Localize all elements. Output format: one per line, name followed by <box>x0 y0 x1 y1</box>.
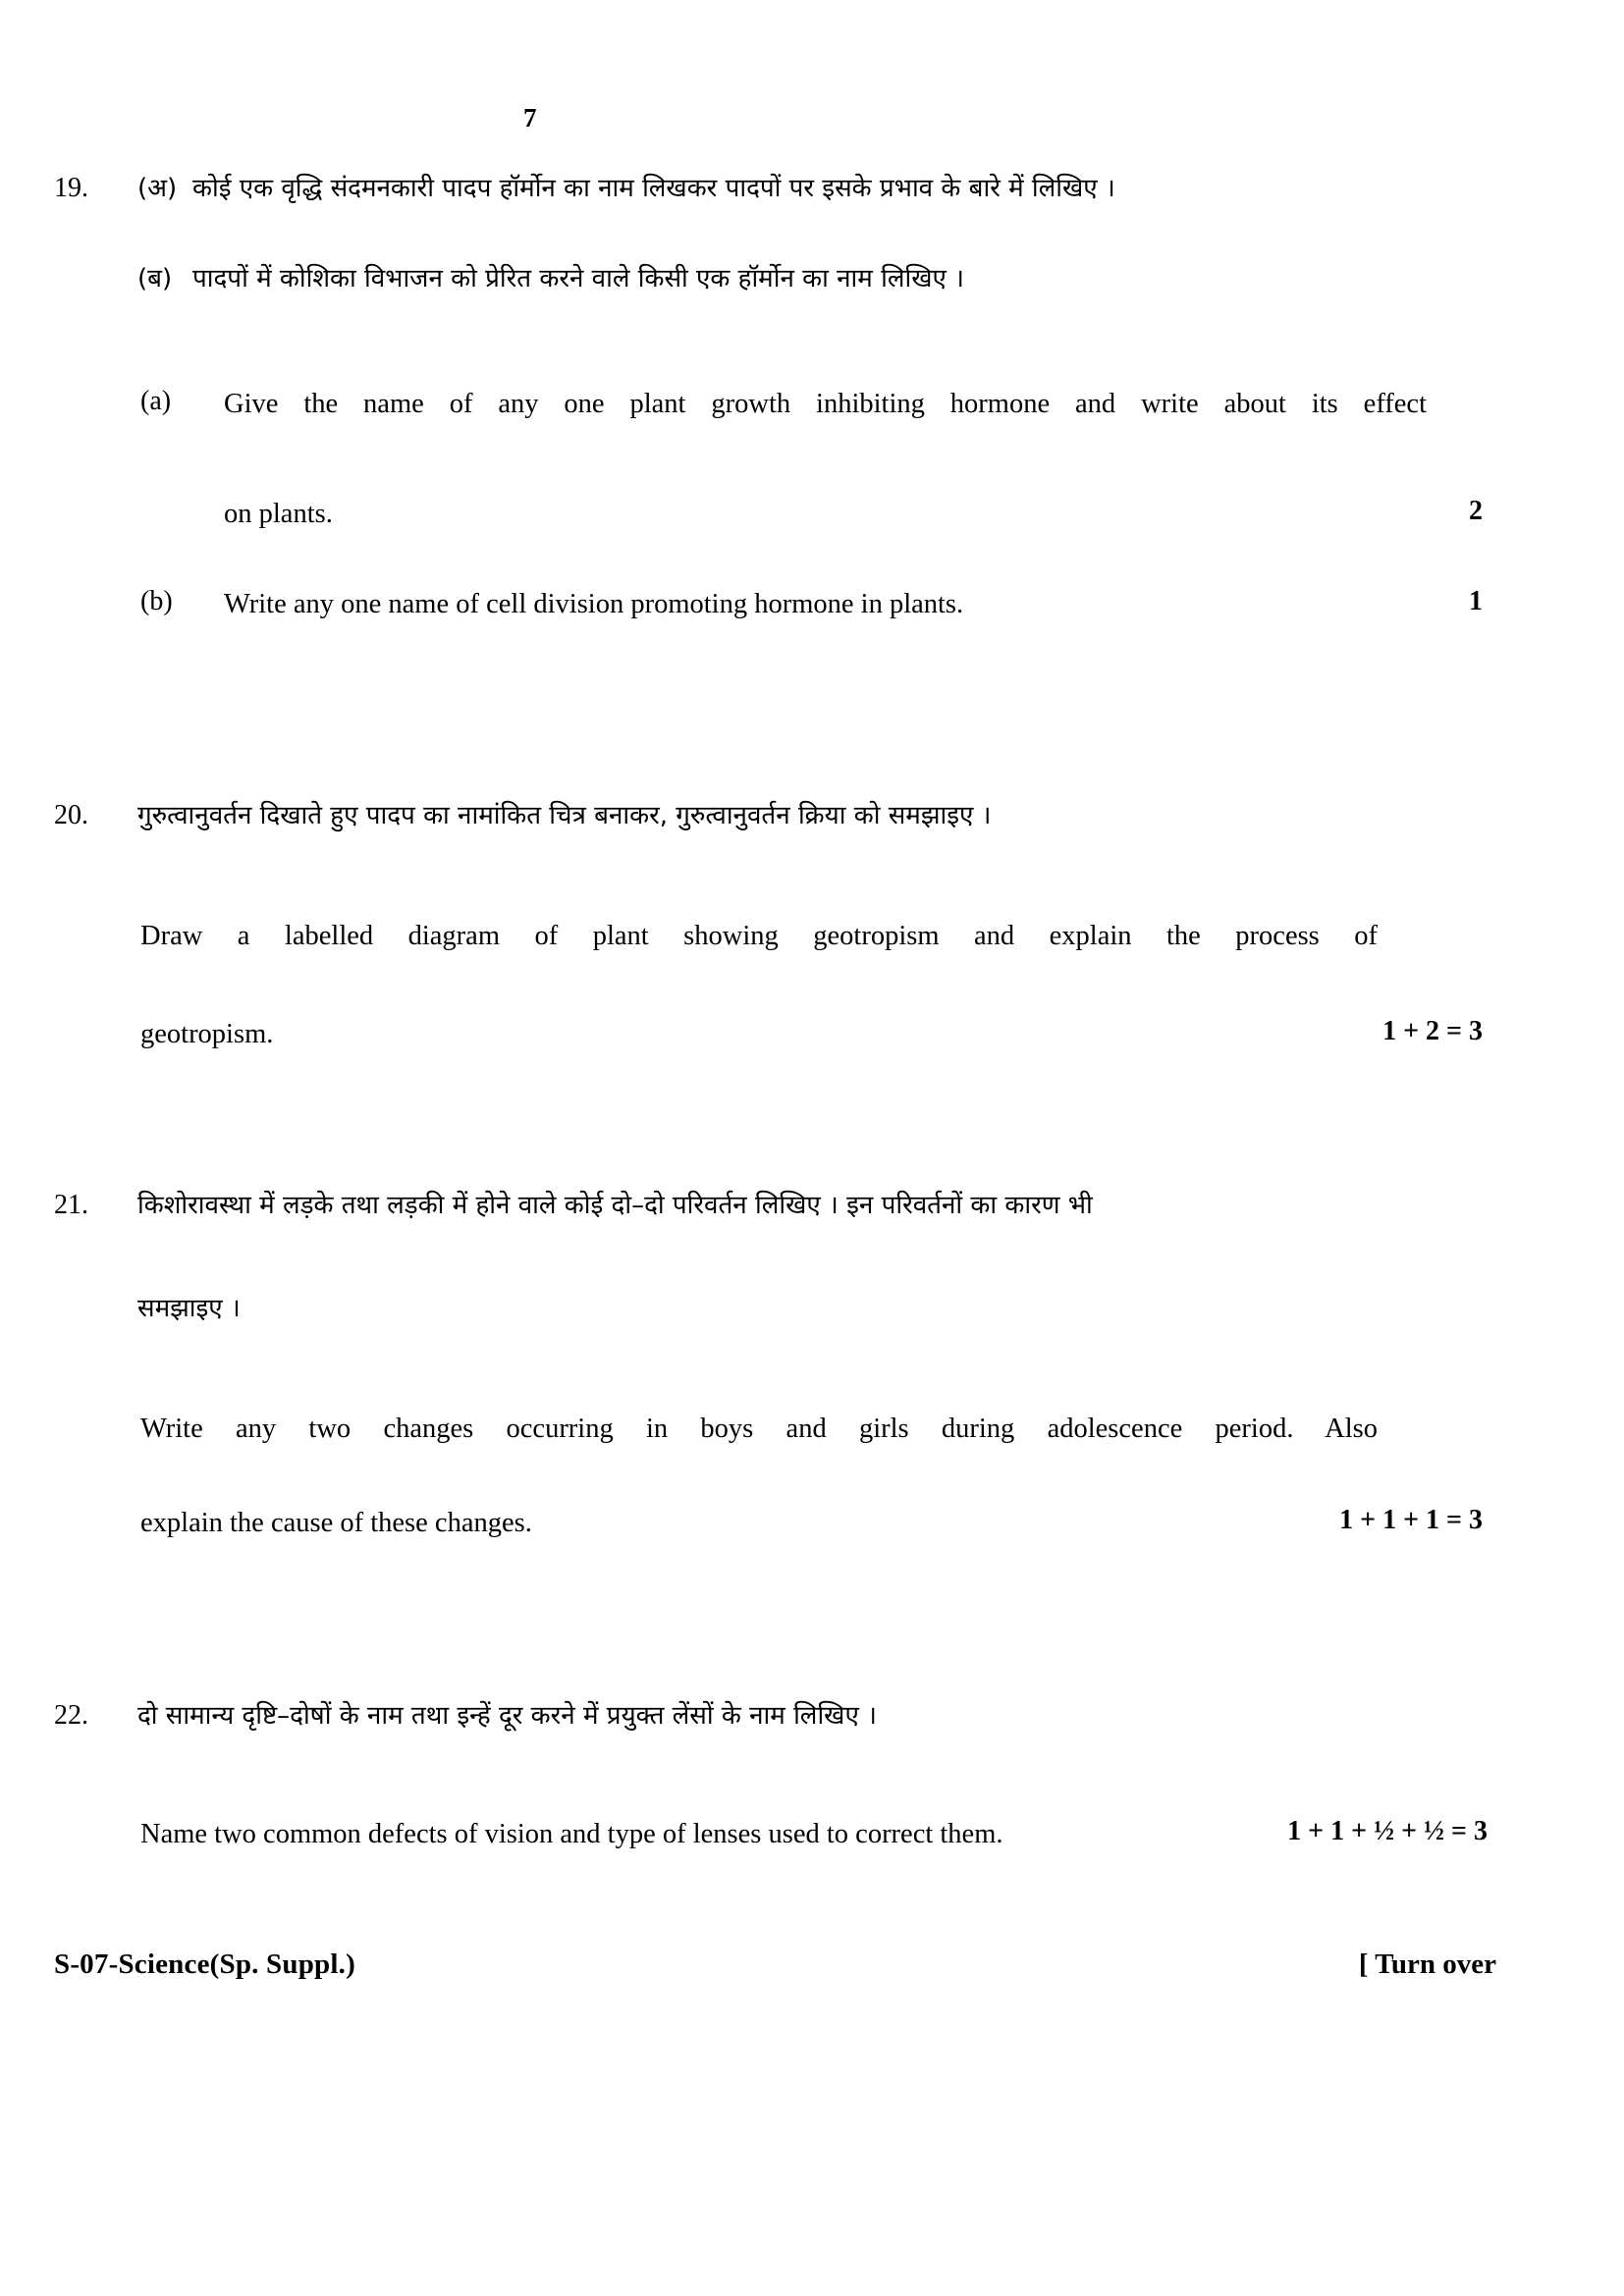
question-20-text-english-line1: Draw a labelled diagram of plant showing geotropism and explain the process of <box>140 921 1378 951</box>
question-21-text-english-line2: explain the cause of these changes. <box>140 1508 532 1538</box>
question-19-label-a-hindi: (अ) <box>137 174 178 203</box>
question-21-hindi-line2 <box>0 1293 1624 1411</box>
question-19-part-a-hindi <box>0 173 1624 263</box>
question-19-part-b-english <box>0 586 1624 645</box>
question-21 <box>0 1190 1624 1564</box>
question-19-label-a-english: (a) <box>140 386 172 416</box>
question-20 <box>0 800 1624 1075</box>
question-19-part-b-hindi <box>0 263 1624 386</box>
question-21-english-line2 <box>0 1505 1624 1564</box>
question-22-marks: 1 + 1 + ½ + ½ = 3 <box>1287 1816 1488 1846</box>
footer-paper-code: S-07-Science(Sp. Suppl.) <box>54 1949 355 1980</box>
question-21-hindi-line1 <box>0 1190 1624 1293</box>
question-19-part-a-marks: 2 <box>1469 496 1483 526</box>
footer-turn-over: [ Turn over <box>1358 1949 1496 1980</box>
question-19-label-b-english: (b) <box>140 586 173 616</box>
question-19-part-a-english-cont <box>0 496 1624 586</box>
question-21-text-hindi-line2: समझाइए । <box>137 1294 241 1323</box>
question-20-marks: 1 + 2 = 3 <box>1382 1016 1483 1046</box>
question-19-number: 19. <box>54 173 88 203</box>
question-22-text-english-line1: Name two common defects of vision and type of lenses used to correct them. <box>140 1819 1003 1849</box>
question-22-hindi <box>0 1700 1624 1816</box>
question-22-number: 22. <box>54 1700 88 1731</box>
question-22-text-hindi: दो सामान्य दृष्टि–दोषों के नाम तथा इन्हें दूर करने में प्रयुक्त लेंसों के नाम लिखिए । <box>137 1701 877 1731</box>
question-21-text-hindi-line1: किशोरावस्था में लड़के तथा लड़की में होने वाले कोई दो–दो परिवर्तन लिखिए । इन परिवर्तनों का कारण भी <box>137 1191 1093 1220</box>
question-21-number: 21. <box>54 1190 88 1220</box>
question-19-text-b-english-line1: Write any one name of cell division promoting hormone in plants. <box>224 589 964 619</box>
question-20-english-line1 <box>0 918 1624 1016</box>
question-22 <box>0 1700 1624 1875</box>
question-19-part-a-english <box>0 386 1624 496</box>
question-21-english-line1 <box>0 1411 1624 1505</box>
question-22-english <box>0 1816 1624 1875</box>
page-number: 7 <box>523 103 537 133</box>
question-19-text-a-hindi: कोई एक वृद्धि संदमनकारी पादप हॉर्मोन का नाम लिखकर पादपों पर इसके प्रभाव के बारे में लिखिए । <box>192 174 1115 203</box>
question-20-hindi <box>0 800 1624 918</box>
question-21-text-english-line1: Write any two changes occurring in boys and girls during adolescence period. Also <box>140 1414 1378 1444</box>
question-19 <box>0 173 1624 645</box>
question-19-text-a-english-line2: on plants. <box>224 499 333 529</box>
question-21-marks: 1 + 1 + 1 = 3 <box>1339 1505 1483 1535</box>
question-20-text-hindi: गुरुत्वानुवर्तन दिखाते हुए पादप का नामांकित चित्र बनाकर, गुरुत्वानुवर्तन क्रिया को समझाइए । <box>137 801 992 830</box>
question-19-text-b-hindi: पादपों में कोशिका विभाजन को प्रेरित करने वाले किसी एक हॉर्मोन का नाम लिखिए । <box>192 264 964 294</box>
question-19-part-b-marks: 1 <box>1469 586 1483 616</box>
question-19-text-a-english-line1: Give the name of any one plant growth inhibiting hormone and write about its effect <box>224 389 1427 419</box>
question-20-english-line2 <box>0 1016 1624 1075</box>
question-19-label-b-hindi: (ब) <box>137 264 173 294</box>
question-20-text-english-line2: geotropism. <box>140 1019 274 1049</box>
question-20-number: 20. <box>54 800 88 830</box>
